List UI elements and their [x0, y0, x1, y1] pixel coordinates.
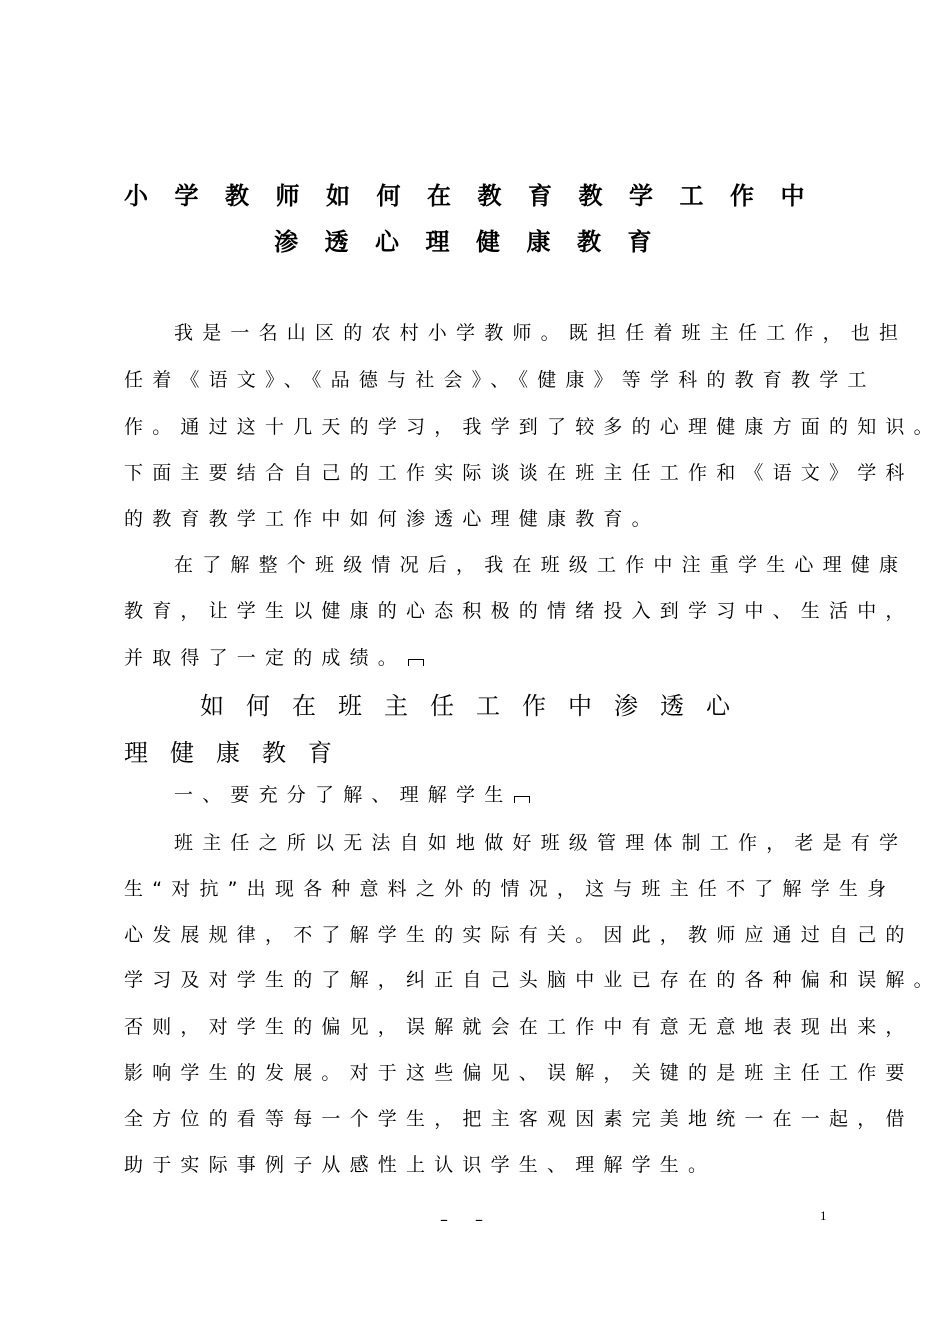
intro-p2-line-3: 并取得了一定的成绩。 — [124, 647, 407, 669]
body-line-7: 全方位的看等每一个学生，把主客观因素完美地统一在一起，借 — [124, 1108, 914, 1130]
body-line-3: 心发展规律，不了解学生的实际有关。因此，教师应通过自己的 — [124, 924, 914, 946]
footer-dash-right: – — [475, 1210, 483, 1229]
footer-dash-left: – — [440, 1210, 448, 1229]
intro-p1-line-1: 我是一名山区的农村小学教师。既担任着班主任工作，也担 — [174, 322, 908, 344]
paragraph-mark-icon — [408, 659, 424, 666]
subheading: 一、要充分了解、理解学生 — [174, 784, 513, 806]
body-line-2: 生“对抗”出现各种意料之外的情况，这与班主任不了解学生身 — [124, 878, 896, 900]
body-line-6: 影响学生的发展。对于这些偏见、误解，关键的是班主任工作要 — [124, 1062, 914, 1084]
paragraph-mark-icon — [514, 796, 530, 803]
title-line-2: 渗透心理健康教育 — [274, 228, 678, 256]
intro-p2-line-3-wrap — [124, 643, 424, 670]
body-line-1: 班主任之所以无法自如地做好班级管理体制工作，老是有学 — [174, 832, 908, 854]
body-line-5: 否则，对学生的偏见，误解就会在工作中有意无意地表现出来， — [124, 1016, 914, 1038]
intro-p1-line-2: 任着《语文》、《品德与社会》、《健康》等学科的教育教学工 — [124, 369, 876, 391]
subheading-wrap — [174, 780, 530, 807]
body-line-4: 学习及对学生的了解，纠正自己头脑中业已存在的各种偏和误解。 — [124, 969, 942, 991]
intro-p1-line-3: 作。通过这十几天的学习，我学到了较多的心理健康方面的知识。 — [124, 416, 942, 438]
intro-p1-line-4: 下面主要结合自己的工作实际谈谈在班主任工作和《语文》学科 — [124, 462, 914, 484]
intro-p2-line-2: 教育，让学生以健康的心态积极的情绪投入到学习中、生活中， — [124, 600, 914, 622]
section-heading-line-1: 如何在班主任工作中渗透心 — [200, 692, 752, 720]
body-line-8: 助于实际事例子从感性上认识学生、理解学生。 — [124, 1154, 717, 1176]
section-heading-line-2: 理健康教育 — [124, 739, 354, 767]
intro-p2-line-1: 在了解整个班级情况后，我在班级工作中注重学生心理健康 — [174, 554, 908, 576]
intro-p1-line-5: 的教育教学工作中如何渗透心理健康教育。 — [124, 508, 660, 530]
title-line-1: 小学教师如何在教育教学工作中 — [124, 182, 831, 210]
page-number: 1 — [820, 1208, 827, 1223]
